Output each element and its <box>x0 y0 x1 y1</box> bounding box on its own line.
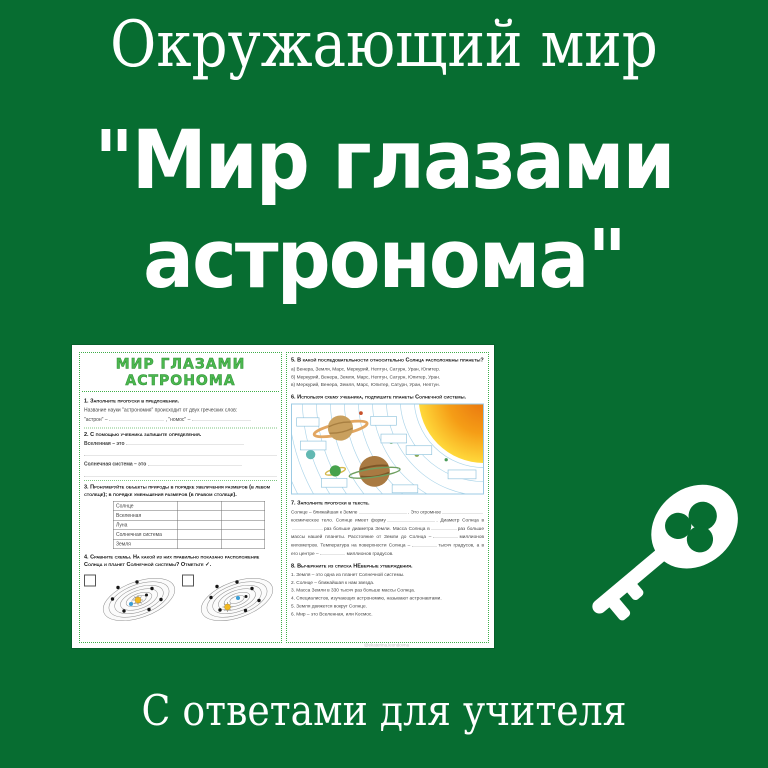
statement-1: 1. Земля – это одна из планет Солнечной системы. <box>291 572 405 578</box>
statement-2: 2. Солнце – ближайшая к нам звезда. <box>291 579 375 586</box>
galaxy-diagram-sun-offset <box>197 574 277 626</box>
text-segment: миллионов градусов. <box>346 550 394 557</box>
text-segment: тысяч градусов, а в его центре – <box>291 542 484 557</box>
definition-2 <box>84 460 277 468</box>
question-4-header: 4. Сравните схемы. На какой из них правильно показано расположение Солнца и планет Солнечной системы? Отметьте ✓. <box>84 554 260 568</box>
watermark: @ekaterina.leondovna <box>363 642 410 648</box>
writing-line <box>84 448 277 456</box>
answer-cell <box>221 530 265 540</box>
question-1 <box>84 395 277 428</box>
key-icon <box>558 448 760 666</box>
fill-blank <box>433 533 458 538</box>
planet-label-box <box>297 418 319 426</box>
answer-cell <box>178 501 222 511</box>
fill-in-text <box>291 508 484 558</box>
planet-label-box <box>381 434 407 443</box>
planet-small-3 <box>445 458 448 461</box>
text-segment: миллионов километров. Температура на поверхности Солнца – <box>291 534 484 549</box>
object-cell: Земля <box>113 539 178 549</box>
footer-caption: С ответами для учителя <box>141 686 627 735</box>
planet-label-box <box>321 478 347 487</box>
question-6-header: 6. Используя схему учебника, подпишите планеты Солнечной системы. <box>291 393 467 400</box>
lesson-title-line1: "Мир глазами <box>94 114 674 208</box>
lesson-title <box>27 112 741 310</box>
question-2-header: 2. С помощью учебника запишите определения. <box>84 431 202 438</box>
worksheet-left-column <box>79 352 282 643</box>
planet-label-box <box>392 485 418 493</box>
question-5-header: 5. В какой последовательности относительно Солнца расположены планеты? <box>291 357 484 363</box>
answer-cell <box>178 520 222 530</box>
question-8-header: 8. Вычеркните из списка НЕверные утверждения. <box>291 563 413 570</box>
definition-1-label: Вселенная – это <box>84 440 125 447</box>
fill-blank <box>359 508 407 513</box>
objects-table <box>113 501 265 549</box>
question-1-header: 1. Заполните пропуски в предложении. <box>84 398 179 404</box>
fill-blank <box>109 416 164 421</box>
text-segment: раз больше диаметра Земли. Масса Солнца в <box>324 525 430 532</box>
earth-dot <box>236 596 240 600</box>
definition-2-label: Солнечная система – это <box>84 461 147 467</box>
table-row <box>113 511 265 521</box>
fill-blank <box>387 517 435 522</box>
fill-blank <box>443 508 483 513</box>
question-1-blanks <box>84 416 277 424</box>
planet-label-box <box>406 446 432 455</box>
option-b: б) Меркурий, Венера, Земля, Марс, Нептун, Сатурн, Юпитер, Уран. <box>291 374 441 380</box>
object-cell: Вселенная <box>113 511 178 521</box>
fill-blank <box>431 525 456 530</box>
object-cell: Солнечная система <box>113 530 178 540</box>
question-7-header: 7. Заполните пропуски в тексте. <box>291 499 370 506</box>
fill-blank <box>293 525 323 530</box>
text-segment: . Диаметр Солнца в <box>436 517 484 524</box>
table-row <box>113 520 265 530</box>
checkbox-scheme-1 <box>84 575 96 587</box>
object-cell: Луна <box>113 520 178 530</box>
writing-line <box>84 468 277 476</box>
statement-5: 5. Земля движется вокруг Солнце. <box>291 603 367 609</box>
text-segment: Солнце – ближайшая к Земле <box>291 509 358 515</box>
question-5 <box>291 357 484 393</box>
worksheet-right-column <box>286 352 489 643</box>
solar-system-diagram <box>291 403 484 494</box>
fill-blank <box>126 440 244 445</box>
statement-6: 6. Мир – это Вселенная, или Космос. <box>291 611 373 617</box>
answer-cell <box>221 520 265 530</box>
blank-label-nomos: , "номос" – <box>165 416 191 423</box>
question-6 <box>291 392 484 497</box>
worksheet-preview <box>72 345 494 648</box>
sun-symbol <box>223 602 233 612</box>
fill-blank <box>192 416 251 421</box>
question-7 <box>291 498 484 562</box>
object-cell: Солнце <box>113 501 178 511</box>
table-row <box>113 539 265 549</box>
definition-1 <box>84 440 277 448</box>
lesson-title-line2: астронома" <box>143 212 625 307</box>
planet-label-box <box>300 441 326 450</box>
worksheet-title: МИР ГЛАЗАМИ АСТРОНОМА <box>82 356 279 393</box>
question-3 <box>84 481 277 553</box>
answer-cell <box>221 501 265 511</box>
text-segment: . Это огромное <box>407 509 442 515</box>
answer-cell <box>178 539 222 549</box>
earth-dot <box>129 602 133 606</box>
question-4 <box>84 553 277 629</box>
question-1-text: Название науки "астрономия" происходит от двух греческих слов: <box>84 407 238 413</box>
planet-label-box <box>448 470 476 479</box>
subject-title: Окружающий мир <box>110 8 658 82</box>
answer-cell <box>178 511 222 521</box>
question-3-header: 3. Пронумеруйте объекты природы в порядке увеличения размеров (в левом столбце); в порядке уменьшения размеров (в правом столбце). <box>84 483 271 498</box>
answer-cell <box>221 539 265 549</box>
answer-cell <box>178 530 222 540</box>
text-segment: раз больше массы нашей планеты. Расстояние от Земли до Солнца – <box>291 525 484 540</box>
statement-3: 3. Масса Земли в 330 тысяч раз больше массы Солнца. <box>291 587 416 594</box>
option-a: а) Венера, Земля, Марс, Меркурий, Нептун, Сатурн, Уран, Юпитер. <box>291 366 441 372</box>
sun-symbol <box>133 595 143 605</box>
fill-blank <box>412 542 437 547</box>
checkbox-scheme-2 <box>182 575 194 587</box>
table-row <box>113 530 265 540</box>
option-v: в) Меркурий, Венера, Земля, Марс, Юпитер, Сатурн, Уран, Нептун. <box>291 382 440 388</box>
planet-label-box <box>371 416 397 425</box>
planet-mars <box>359 411 363 415</box>
answer-cell <box>221 511 265 521</box>
table-row <box>113 501 265 511</box>
fill-blank <box>320 550 345 555</box>
question-8 <box>291 562 484 622</box>
text-segment: космическое тело. Солнце имеет форму <box>291 517 386 524</box>
galaxy-diagram-sun-centered <box>99 574 179 626</box>
question-2 <box>84 428 277 480</box>
blank-label-astron: "астрон" – <box>84 416 108 423</box>
fill-blank <box>148 460 242 465</box>
scheme-comparison <box>84 574 277 626</box>
statement-4: 4. Специалистов, изучающих астрономию, называют астронавтами. <box>291 595 442 602</box>
planet-uranus <box>306 450 315 459</box>
